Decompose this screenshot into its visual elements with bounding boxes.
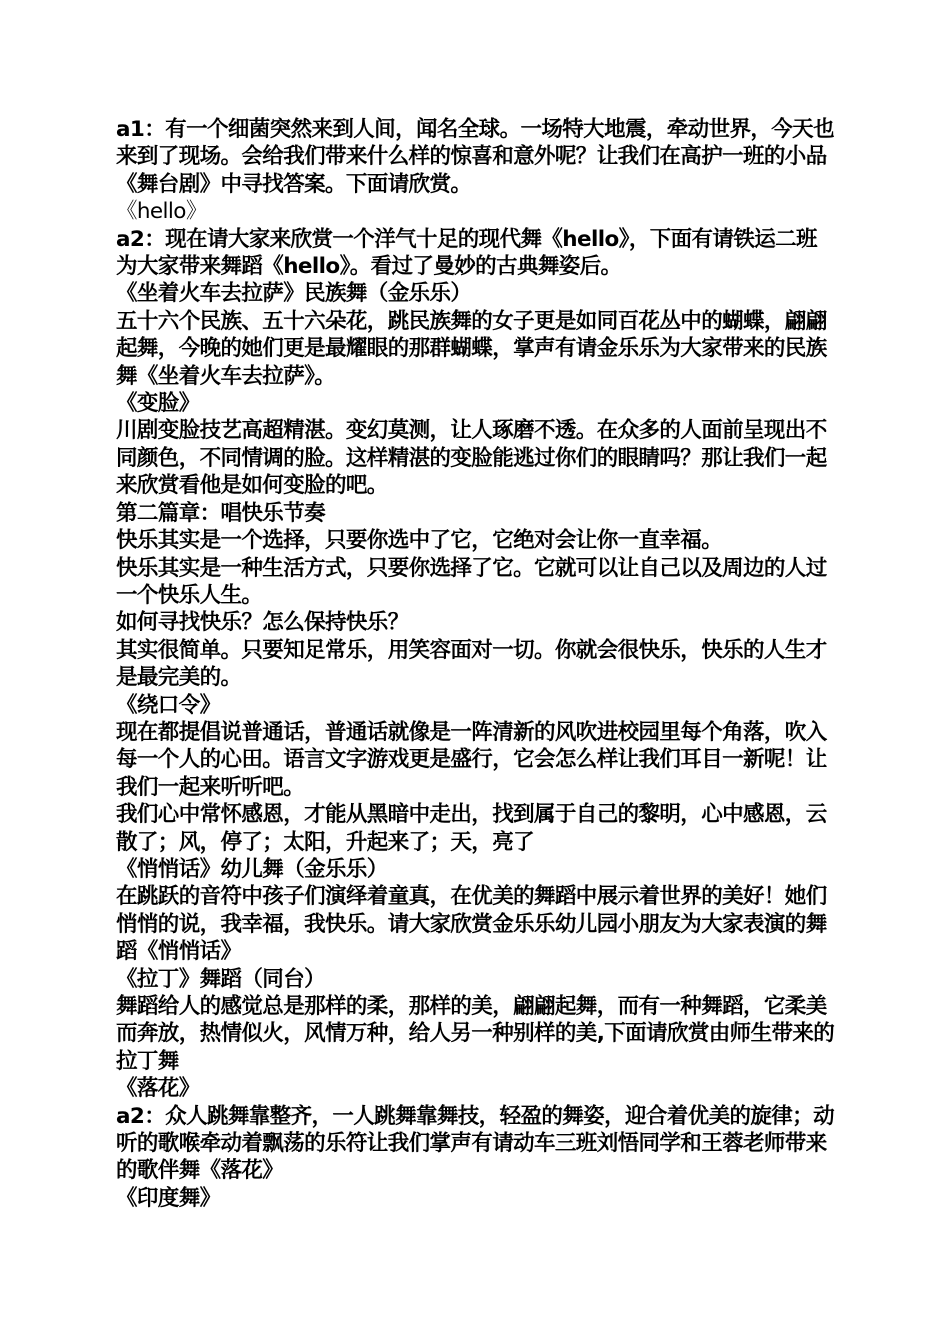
paragraph-a2-hello: a2：现在请大家来欣赏一个洋气十足的现代舞《hello》，下面有请铁运二班为大家带来舞蹈《hello》。看过了曼妙的古典舞姿后。 [116, 226, 817, 280]
program-title-whisper: 《悄悄话》幼儿舞（金乐乐） [116, 856, 388, 882]
paragraph-a1-intro: a1：有一个细菌突然来到人间，闻名全球。一场特大地震，牵动世界，今天也来到了现场。会给我们带来什么样的惊喜和意外呢？让我们在高护一班的小品《舞台剧》中寻找答案。下面请欣赏。 [116, 117, 834, 197]
paragraph-mandarin: 现在都提倡说普通话，普通话就像是一阵清新的风吹进校园里每个角落，吹入每一个人的心田。语言文字游戏更是盛行，它会怎么样让我们耳目一新呢！让我们一起来听听吧。 [116, 719, 827, 800]
paragraph-latin: 舞蹈给人的感觉总是那样的柔，那样的美，翩翩起舞，而有一种舞蹈，它柔美而奔放，热情似火，风情万种，给人另一种别样的美,下面请欣赏由师生带来的拉丁舞 [116, 994, 835, 1074]
paragraph-happiness-lifestyle: 快乐其实是一种生活方式，只要你选择了它。它就可以让自己以及周边的人过一个快乐人生。 [116, 555, 827, 608]
program-title-hello: 《hello》 [116, 199, 207, 225]
paragraph-face-changing: 川剧变脸技艺高超精湛。变幻莫测，让人琢磨不透。在众多的人面前呈现出不同颜色，不同情调的脸。这样精湛的变脸能逃过你们的眼睛吗？那让我们一起来欣赏看他是如何变脸的吧。 [116, 418, 827, 499]
program-title-indian-dance: 《印度舞》 [116, 1185, 221, 1211]
paragraph-happiness-answer: 其实很简单。只要知足常乐，用笑容面对一切。你就会很快乐，快乐的人生才是最完美的。 [116, 637, 827, 691]
paragraph-ethnic-dance: 五十六个民族、五十六朵花，跳民族舞的女子更是如同百花丛中的蝴蝶，翩翩起舞，今晚的她们更是最耀眼的那群蝴蝶，掌声有请金乐乐为大家带来的民族舞《坐着火车去拉萨》。 [116, 308, 827, 389]
program-title-tongue-twister: 《绕口令》 [116, 692, 221, 718]
paragraph-happiness-question: 如何寻找快乐？怎么保持快乐？ [116, 610, 409, 636]
paragraph-whisper: 在跳跃的音符中孩子们演绎着童真，在优美的舞蹈中展示着世界的美好！她们悄悄的说，我幸福，我快乐。请大家欣赏金乐乐幼儿园小朋友为大家表演的舞蹈《悄悄话》 [116, 884, 827, 965]
paragraph-falling-flowers: a2：众人跳舞靠整齐，一人跳舞靠舞技，轻盈的舞姿，迎合着优美的旋律；动听的歌喉牵动着飘荡的乐符让我们掌声有请动车三班刘悟同学和王蓉老师带来的歌伴舞《落花》 [116, 1103, 834, 1184]
program-title-latin: 《拉丁》舞蹈（同台） [116, 966, 326, 992]
program-title-face-changing: 《变脸》 [116, 391, 200, 417]
chapter-two-heading: 第二篇章：唱快乐节奏 [116, 500, 326, 526]
paragraph-gratitude: 我们心中常怀感恩，才能从黑暗中走出，找到属于自己的黎明，心中感恩，云散了；风，停了；太阳，升起来了；天，亮了 [116, 802, 827, 855]
document-page [116, 116, 836, 1212]
paragraph-happiness-choice: 快乐其实是一个选择，只要你选中了它，它绝对会让你一直幸福。 [116, 528, 723, 554]
program-title-lhasa: 《坐着火车去拉萨》民族舞（金乐乐） [116, 281, 472, 307]
program-title-falling-flowers: 《落花》 [116, 1076, 200, 1102]
